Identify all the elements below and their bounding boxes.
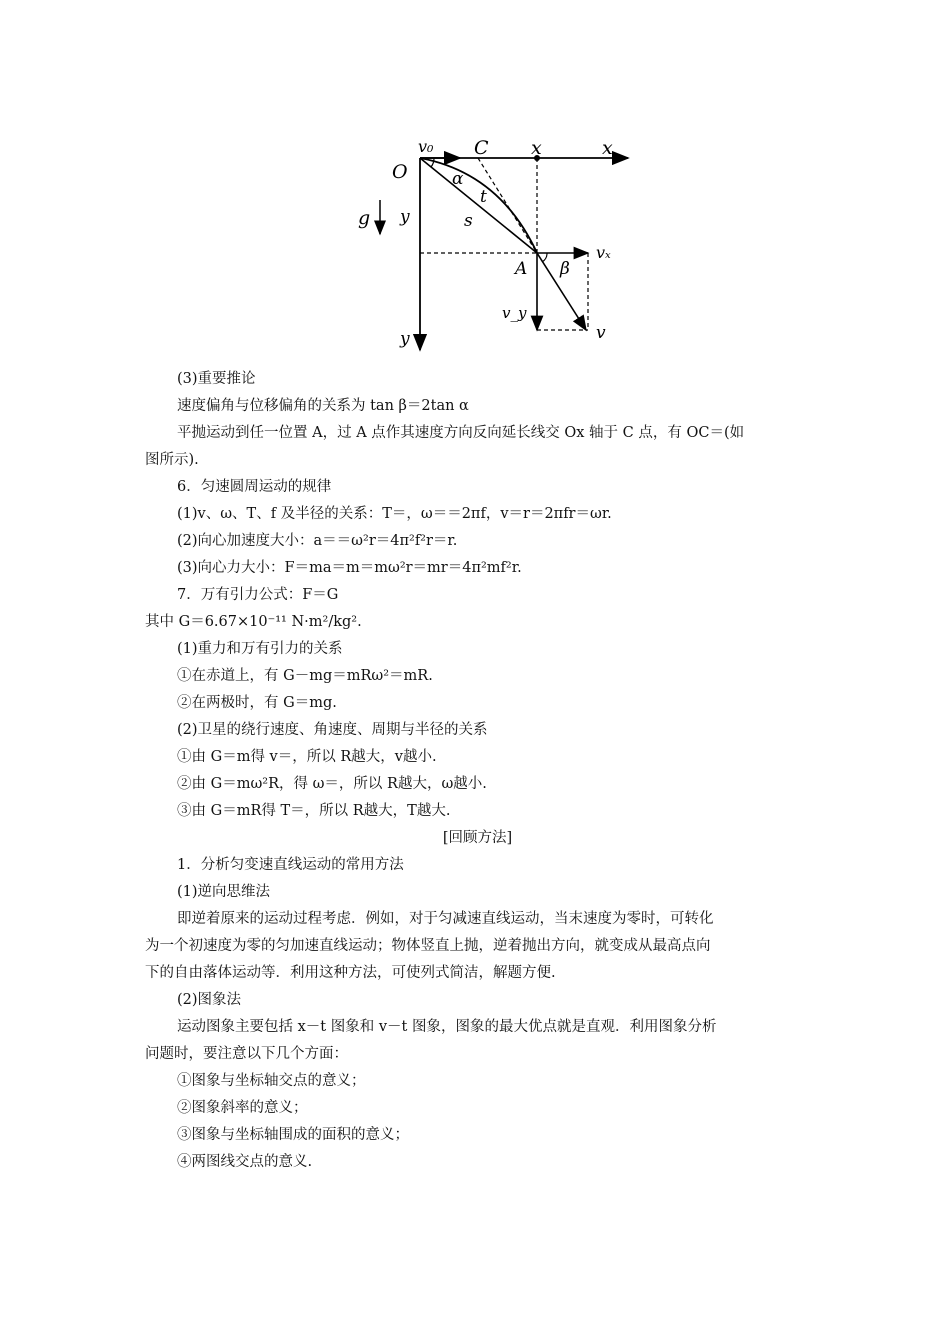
text-line: 问题时，要注意以下几个方面： — [145, 1046, 348, 1062]
projectile-motion-diagram — [350, 128, 640, 358]
text-line: 速度偏角与位移偏角的关系为 tan β＝2tan α — [177, 398, 469, 414]
text-line: (2)图象法 — [177, 992, 242, 1008]
section-title: [回顾方法] — [442, 830, 513, 846]
displacement-s — [420, 158, 537, 253]
text-line: 下的自由落体运动等．利用这种方法，可使列式简洁，解题方便. — [145, 965, 556, 981]
text-line: (1)v、ω、T、f 及半径的关系：T＝，ω＝＝2πf，v＝r＝2πfr＝ωr. — [177, 506, 612, 522]
label-y-short: y — [400, 207, 410, 227]
text-line: 为一个初速度为零的匀加速直线运动；物体竖直上抛，逆着抛出方向，就变成从最高点向 — [145, 938, 711, 954]
label-vy: v_y — [502, 304, 527, 322]
label-x-point: x — [531, 137, 542, 159]
text-line: ③图象与坐标轴围成的面积的意义； — [177, 1127, 409, 1143]
label-s: s — [464, 211, 473, 231]
text-line: (1)逆向思维法 — [177, 884, 271, 900]
text-line: 运动图象主要包括 x－t 图象和 v－t 图象，图象的最大优点就是直观．利用图象分析 — [177, 1019, 717, 1035]
text-line: (1)重力和万有引力的关系 — [177, 641, 343, 657]
section-heading: 1．分析匀变速直线运动的常用方法 — [177, 857, 404, 873]
text-line: 其中 G＝6.67×10⁻¹¹ N·m²/kg². — [145, 614, 362, 630]
document-body — [145, 366, 810, 1176]
text-line: ②由 G＝mω²R，得 ω＝，所以 R越大，ω越小. — [177, 776, 487, 792]
text-line: ①图象与坐标轴交点的意义； — [177, 1073, 366, 1089]
section-heading: 6．匀速圆周运动的规律 — [177, 479, 332, 495]
text-line: ①在赤道上，有 G－mg＝mRω²＝mR. — [177, 668, 433, 684]
label-g: g — [358, 207, 371, 229]
section-heading: 7．万有引力公式：F＝G — [177, 587, 339, 603]
text-line: (3)重要推论 — [177, 371, 256, 387]
text-line: ②在两极时，有 G＝mg. — [177, 695, 337, 711]
text-line: (3)向心力大小：F＝ma＝m＝mω²r＝mr＝4π²mf²r. — [177, 560, 522, 576]
label-t: t — [480, 187, 487, 207]
label-A: A — [515, 259, 528, 279]
text-line: 图所示). — [145, 452, 199, 468]
text-line: ③由 G＝mR得 T＝，所以 R越大，T越大. — [177, 803, 451, 819]
text-line: 即逆着原来的运动过程考虑．例如，对于匀减速直线运动，当末速度为零时，可转化 — [177, 911, 714, 927]
alpha-arc — [431, 158, 434, 167]
label-vx: vₓ — [596, 243, 611, 262]
text-line: 平抛运动到任一位置 A，过 A 点作其速度方向反向延长线交 Ox 轴于 C 点，有 OC＝(如 — [177, 425, 745, 441]
label-beta: β — [560, 259, 570, 279]
text-line: ②图象斜率的意义； — [177, 1100, 308, 1116]
label-v0: v₀ — [418, 137, 434, 156]
label-y-long: y — [400, 329, 410, 349]
label-x-axis: x — [602, 137, 613, 159]
label-v: v — [596, 323, 606, 343]
text-line: (2)向心加速度大小：a＝＝ω²r＝4π²f²r＝r. — [177, 533, 458, 549]
label-alpha: α — [452, 169, 464, 189]
text-line: ④两图线交点的意义. — [177, 1154, 313, 1170]
label-O: O — [392, 161, 408, 183]
text-line: (2)卫星的绕行速度、角速度、周期与半径的关系 — [177, 722, 488, 738]
label-C: C — [474, 137, 489, 159]
text-line: ①由 G＝m得 v＝，所以 R越大，v越小. — [177, 749, 437, 765]
